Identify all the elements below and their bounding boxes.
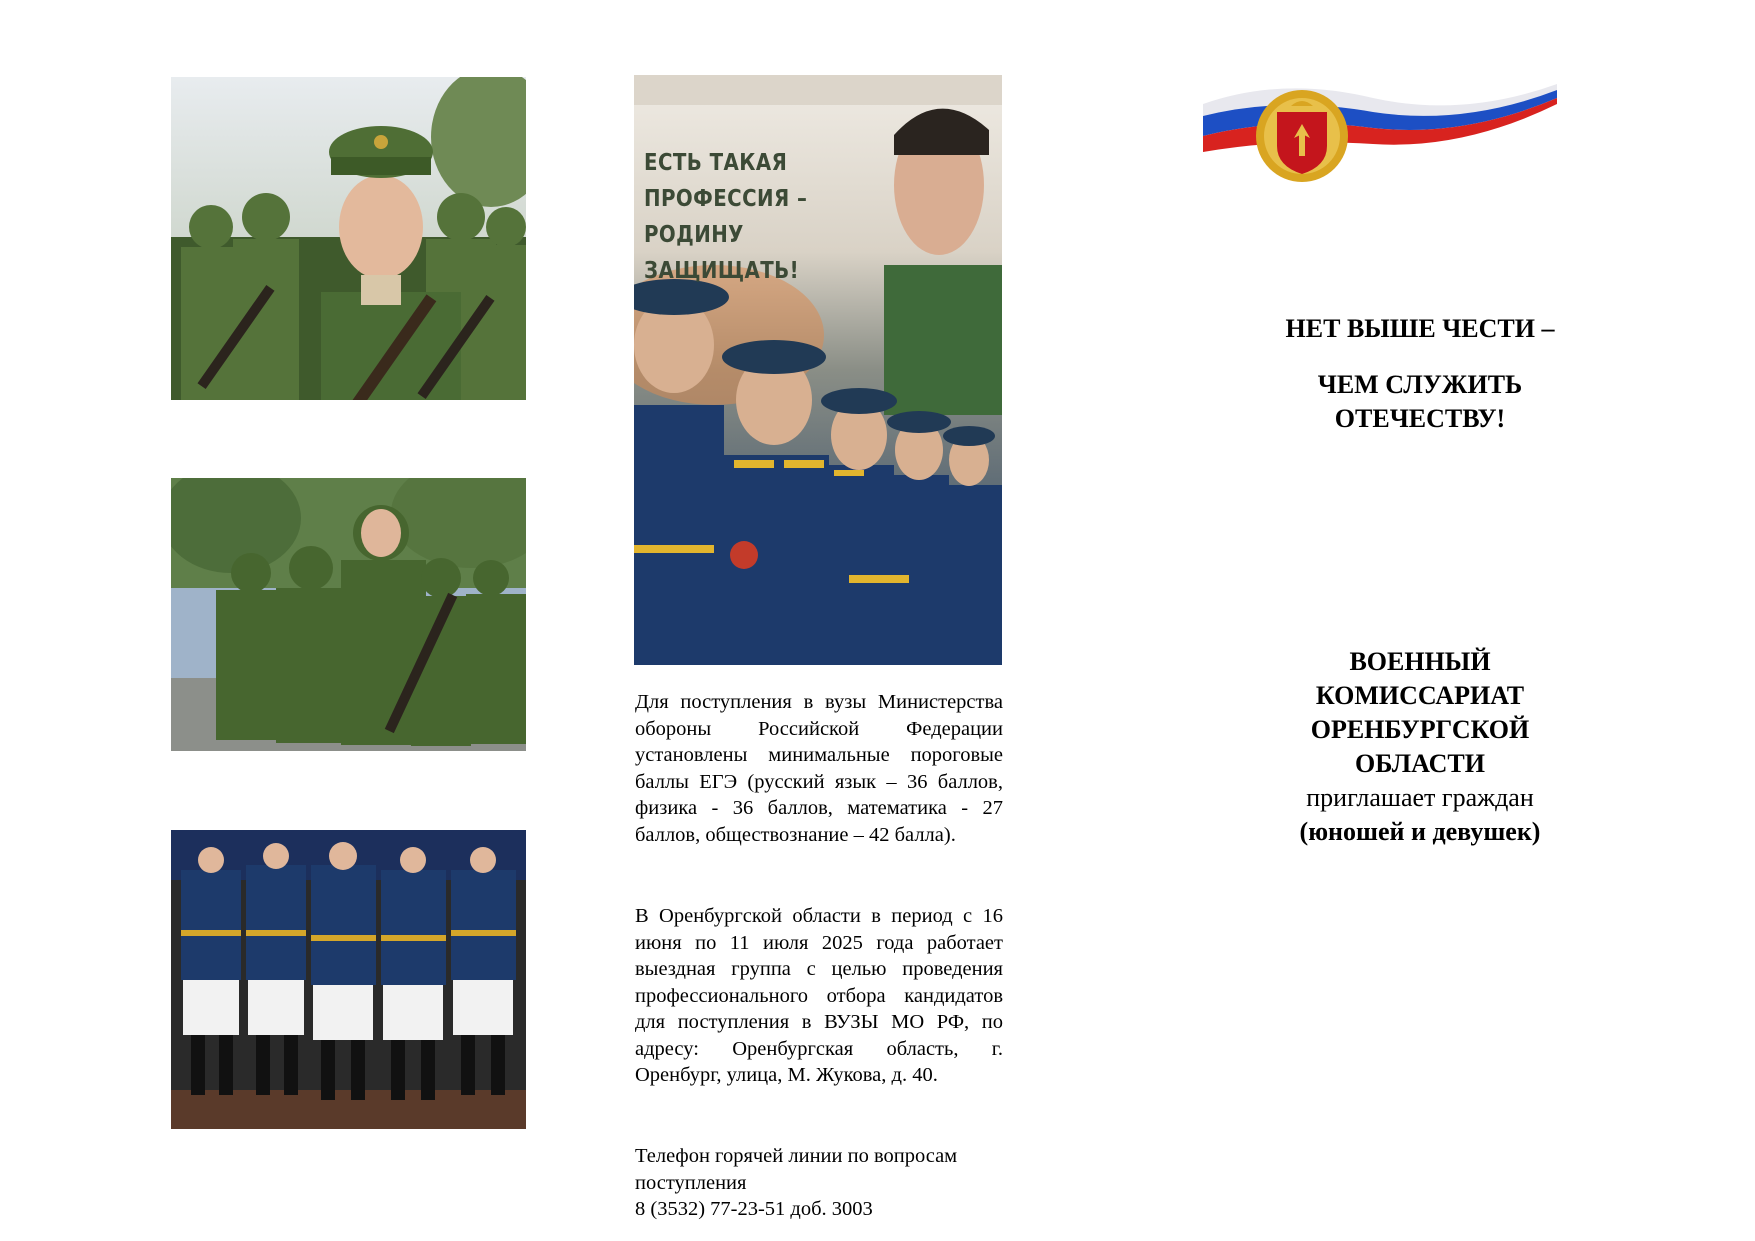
field-group-info-text: В Оренбургской области в период с 16 июня по 11 июля 2025 года работает выездная группа с целью проведения профессионального отбора кандидатов для поступления в ВУЗЫ МО РФ, по адресу: Оренбургская область, г. Оренбург, улица, М. Жукова, д. 40. [635, 905, 1003, 1086]
soldiers-marching-formation-icon [171, 478, 526, 751]
org-name-line2: ОРЕНБУРГСКОЙ ОБЛАСТИ [1310, 715, 1530, 778]
hotline-info [635, 1143, 1003, 1223]
motto-line2-text: ЧЕМ СЛУЖИТЬ ОТЕЧЕСТВУ! [1317, 370, 1523, 433]
motto-line2 [1290, 368, 1550, 436]
soldiers-photo-1 [171, 77, 526, 400]
recruitment-poster [634, 75, 1002, 665]
poster-slogan-line1: ЕСТЬ ТАКАЯ ПРОФЕССИЯ – [644, 150, 808, 212]
flag-emblem [1203, 76, 1557, 186]
soldiers-green-uniform-rifles-icon [171, 77, 526, 400]
soldiers-photo-3 [171, 830, 526, 1129]
hotline-number: 8 (3532) 77-23-51 доб. 3003 [635, 1198, 873, 1220]
female-cadets-parade-icon [171, 830, 526, 1129]
invitation-text: приглашает граждан [1306, 783, 1534, 812]
audience-text: (юношей и девушек) [1299, 817, 1541, 846]
poster-slogan-line2: РОДИНУ ЗАЩИЩАТЬ! [644, 222, 800, 284]
admission-requirements-text: Для поступления в вузы Министерства обороны Российской Федерации установлены минимальные пороговые баллы ЕГЭ (русский язык – 36 баллов, физика - 36 баллов, математика - 27 баллов, обществознание – 42 балла). [635, 691, 1003, 846]
hotline-label: Телефон горячей линии по вопросам поступления [635, 1145, 958, 1194]
russian-flag-ribbon-with-military-emblem-icon [1203, 76, 1557, 186]
motto-line1: НЕТ ВЫШЕ ЧЕСТИ – [1285, 314, 1555, 343]
org-name-line1: ВОЕННЫЙ КОМИССАРИАТ [1315, 647, 1525, 710]
commissariat-block [1245, 645, 1595, 849]
soldiers-photo-2 [171, 478, 526, 751]
poster-slogan [644, 145, 902, 289]
